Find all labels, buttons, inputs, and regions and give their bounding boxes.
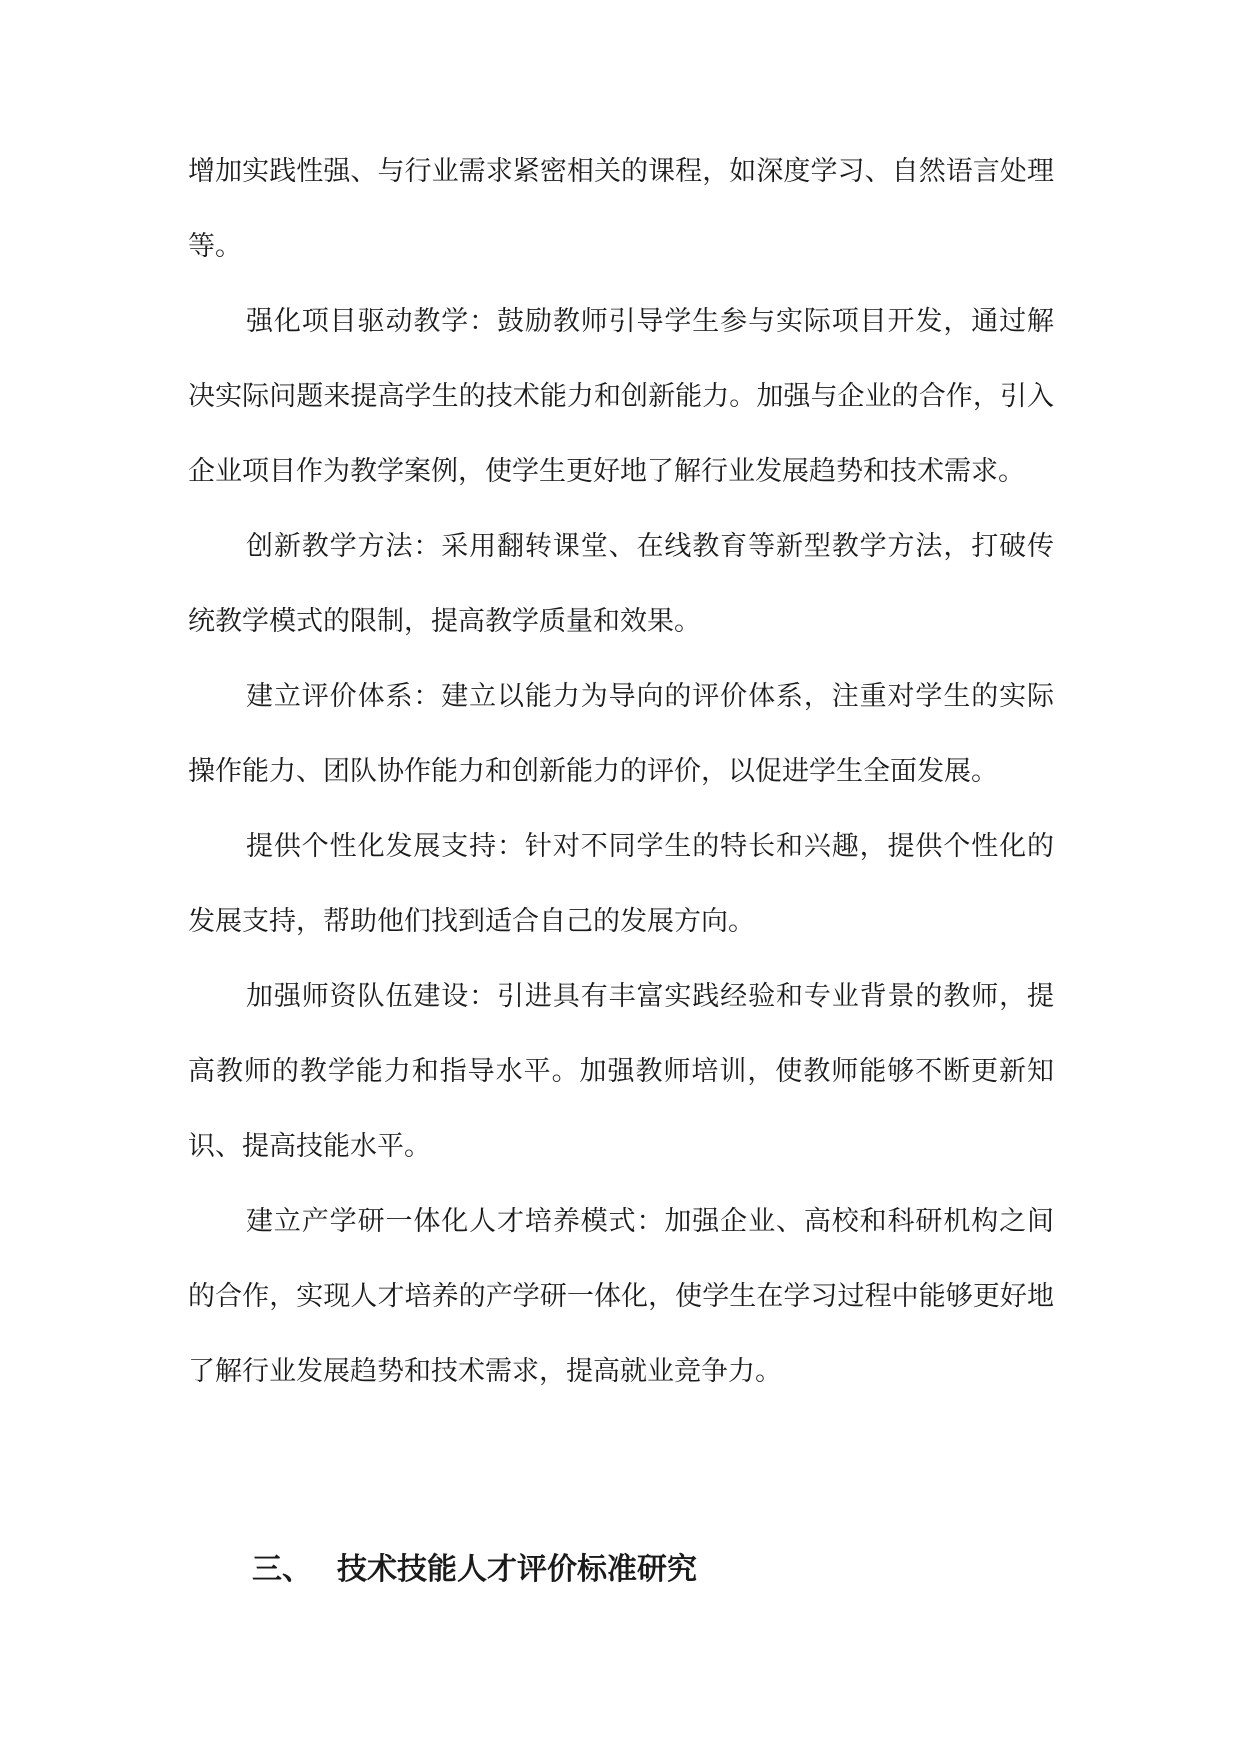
section-heading [252, 1550, 697, 1590]
paragraph-continuation: 增加实践性强、与行业需求紧密相关的课程，如深度学习、自然语言处理等。 [188, 156, 1054, 262]
paragraph-evaluation-system: 建立评价体系：建立以能力为导向的评价体系，注重对学生的实际操作能力、团队协作能力和创新能力的评价，以促进学生全面发展。 [188, 681, 1054, 787]
paragraph-personalized-support: 提供个性化发展支持：针对不同学生的特长和兴趣，提供个性化的发展支持，帮助他们找到适合自己的发展方向。 [188, 831, 1054, 937]
paragraph-teaching-methods: 创新教学方法：采用翻转课堂、在线教育等新型教学方法，打破传统教学模式的限制，提高教学质量和效果。 [188, 531, 1054, 637]
body-text [188, 134, 1054, 1409]
section-title: 技术技能人才评价标准研究 [337, 1552, 697, 1587]
section-number: 三、 [252, 1552, 312, 1587]
paragraph-project-driven-teaching: 强化项目驱动教学：鼓励教师引导学生参与实际项目开发，通过解决实际问题来提高学生的技术能力和创新能力。加强与企业的合作，引入企业项目作为教学案例，使学生更好地了解行业发展趋势和技术需求。 [188, 306, 1054, 487]
paragraph-industry-academia: 建立产学研一体化人才培养模式：加强企业、高校和科研机构之间的合作，实现人才培养的产学研一体化，使学生在学习过程中能够更好地了解行业发展趋势和技术需求，提高就业竞争力。 [188, 1206, 1054, 1387]
paragraph-faculty-building: 加强师资队伍建设：引进具有丰富实践经验和专业背景的教师，提高教师的教学能力和指导水平。加强教师培训，使教师能够不断更新知识、提高技能水平。 [188, 981, 1054, 1162]
